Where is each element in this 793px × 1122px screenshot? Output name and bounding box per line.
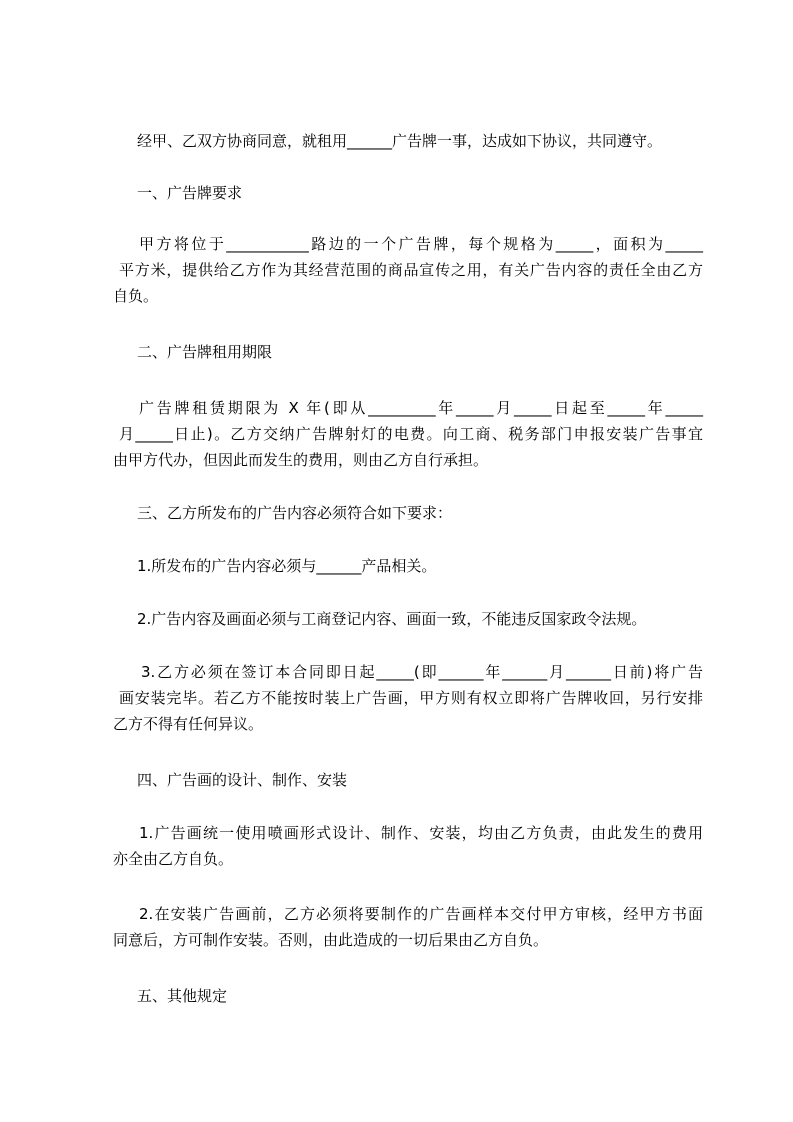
intro-paragraph — [113, 128, 703, 154]
paragraph-2 — [113, 395, 703, 473]
item-3-2 — [113, 606, 703, 632]
text-line: 同意后，方可制作安装。否则，由此造成的一切后果由乙方自负。 — [113, 931, 549, 949]
text-line: 3.乙方必须在签订本合同即日起_____(即______年______月______日前)将广告 — [141, 663, 703, 681]
item-3-1 — [113, 553, 703, 579]
text-line: 1.广告画统一使用喷画形式设计、制作、安装，均由乙方负责，由此发生的费用 — [139, 824, 703, 842]
text-line: 广告牌租赁期限为 X 年(即从_________年_____月_____日起至_____年_____ — [139, 399, 703, 417]
text-line: 画安装完毕。若乙方不能按时装上广告画，甲方则有权立即将广告牌收回，另行安排 — [119, 689, 703, 707]
heading-text: 三、乙方所发布的广告内容必须符合如下要求： — [137, 504, 453, 522]
text-line: 2.广告内容及画面必须与工商登记内容、画面一致，不能违反国家政令法规。 — [137, 610, 647, 628]
text-line: 平方米，提供给乙方作为其经营范围的商品宣传之用，有关广告内容的责任全由乙方 — [119, 261, 703, 279]
text-line: 1.所发布的广告内容必须与______产品相关。 — [137, 557, 437, 575]
text-line: 甲方将位于___________路边的一个广告牌，每个规格为_____，面积为_____ — [139, 235, 703, 253]
text-line: 乙方不得有任何异议。 — [113, 715, 264, 733]
heading-3 — [113, 500, 703, 526]
heading-1 — [113, 180, 703, 206]
heading-text: 五、其他规定 — [137, 987, 228, 1005]
text-line: 由甲方代办，但因此而发生的费用，则由乙方自行承担。 — [113, 451, 489, 469]
heading-text: 四、广告画的设计、制作、安装 — [137, 771, 348, 789]
heading-text: 二、广告牌租用期限 — [137, 343, 273, 361]
text-line: 2.在安装广告画前，乙方必须将要制作的广告画样本交付甲方审核，经甲方书面 — [139, 905, 703, 923]
text-line: 经甲、乙双方协商同意，就租用______广告牌一事，达成如下协议，共同遵守。 — [137, 132, 663, 150]
paragraph-1 — [113, 231, 703, 309]
item-4-1 — [113, 820, 703, 872]
item-4-2 — [113, 901, 703, 953]
heading-text: 一、广告牌要求 — [137, 184, 243, 202]
item-3-3 — [113, 659, 703, 737]
text-line: 自负。 — [113, 287, 159, 305]
heading-2 — [113, 339, 703, 365]
heading-4 — [113, 767, 703, 793]
text-line: 亦全由乙方自负。 — [113, 850, 234, 868]
heading-5 — [113, 983, 703, 1009]
text-line: 月_____日止)。乙方交纳广告牌射灯的电费。向工商、税务部门申报安装广告事宜 — [119, 425, 703, 443]
